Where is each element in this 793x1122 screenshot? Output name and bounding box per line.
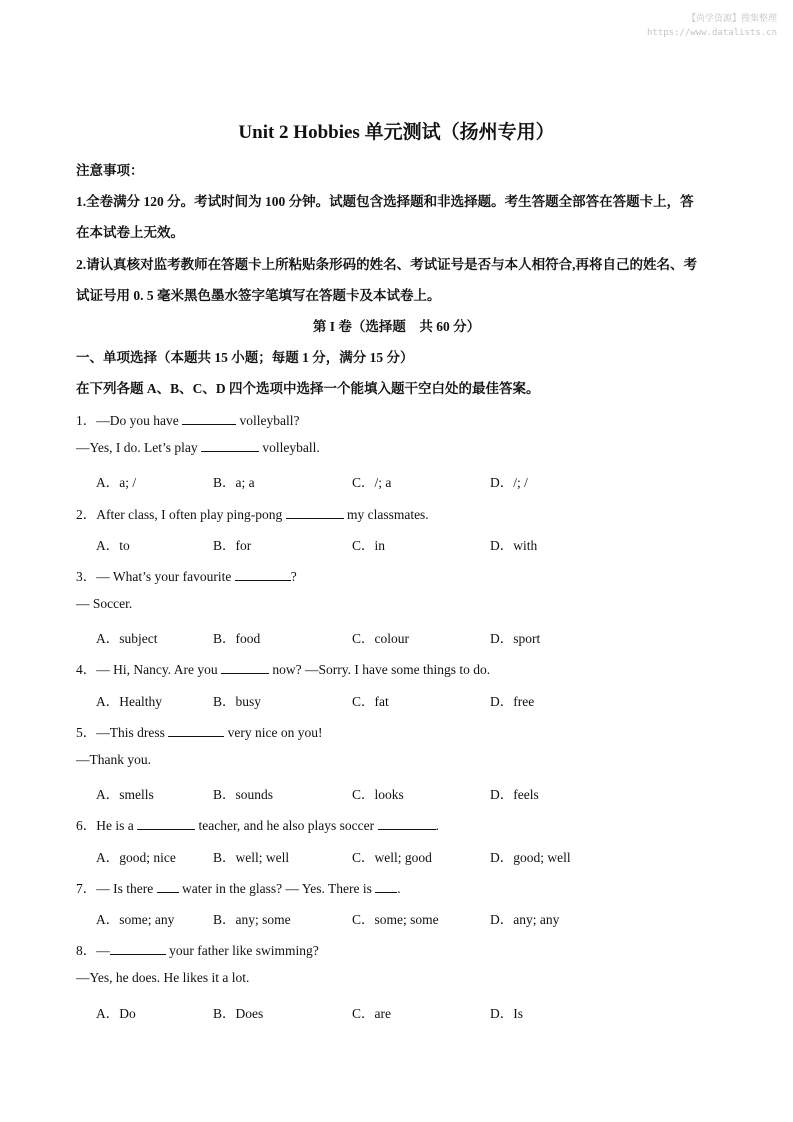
question-8-text-b: your father like swimming?: [165, 943, 319, 958]
notice-item-2a: 2.请认真核对监考教师在答题卡上所粘贴条形码的姓名、考试证号是否与本人相符合,再将自己的姓名、考: [76, 257, 697, 272]
question-8-option-b: B．Does: [213, 1006, 264, 1021]
question-5-option-c: C．looks: [352, 787, 404, 802]
question-6-option-a: A．good; nice: [96, 850, 176, 865]
answer-blank: [110, 943, 166, 955]
question-6-text-a: 6．He is a: [76, 818, 138, 833]
question-2-option-c: C．in: [352, 538, 386, 553]
question-1-text-c: —Yes, I do. Let’s play: [76, 440, 202, 455]
question-7-option-c: C．some; some: [352, 912, 439, 927]
question-1-text-d: volleyball.: [259, 440, 320, 455]
question-7-option-b: B．any; some: [213, 912, 291, 927]
question-5-stem: [76, 721, 322, 741]
question-1-option-c: C．/; a: [352, 475, 392, 490]
question-1-text-b: volleyball?: [236, 413, 300, 428]
question-4-text-a: 4．— Hi, Nancy. Are you: [76, 662, 221, 677]
answer-blank: [168, 725, 224, 737]
question-8-reply: —Yes, he does. He likes it a lot.: [76, 970, 250, 985]
watermark-line-1: 【尚学资源】搜集整理: [686, 14, 777, 24]
answer-blank: [182, 413, 236, 425]
question-2-text-a: 2．After class, I often play ping-pong: [76, 507, 286, 522]
question-1-option-d: D．/; /: [490, 475, 528, 490]
question-7-stem: [76, 877, 401, 897]
answer-blank: [157, 881, 179, 893]
answer-blank: [375, 881, 397, 893]
question-7-text-a: 7．— Is there: [76, 881, 157, 896]
question-7-option-d: D．any; any: [490, 912, 560, 927]
question-2-stem: [76, 503, 429, 523]
notice-heading: 注意事项：: [76, 163, 144, 178]
watermark: [647, 12, 777, 40]
question-5-text-b: very nice on you!: [224, 725, 323, 740]
question-2-option-a: A．to: [96, 538, 130, 553]
question-2-option-b: B．for: [213, 538, 252, 553]
question-1-text-a: 1．—Do you have: [76, 413, 183, 428]
question-5-option-b: B．sounds: [213, 787, 274, 802]
notice-item-1b: 在本试卷上无效。: [76, 225, 184, 240]
question-3-text-b: ?: [290, 569, 297, 584]
question-5-option-a: A．smells: [96, 787, 154, 802]
question-8-option-c: C．are: [352, 1006, 391, 1021]
question-4-option-c: C．fat: [352, 694, 389, 709]
answer-blank: [137, 818, 195, 830]
answer-blank: [286, 507, 344, 519]
question-5-reply: —Thank you.: [76, 752, 151, 767]
notice-item-2b: 试证号用 0. 5 毫米黑色墨水签字笔填写在答题卡及本试卷上。: [76, 288, 441, 303]
question-4-option-a: A．Healthy: [96, 694, 162, 709]
question-4-option-d: D．free: [490, 694, 535, 709]
question-3-option-b: B．food: [213, 631, 261, 646]
volume-heading: 第 I 卷（选择题 共 60 分）: [312, 319, 481, 334]
question-6-option-d: D．good; well: [490, 850, 571, 865]
question-1-option-b: B．a; a: [213, 475, 255, 490]
question-4-stem: [76, 658, 490, 678]
question-3-option-a: A．subject: [96, 631, 158, 646]
question-3-reply: — Soccer.: [76, 596, 133, 611]
answer-blank: [378, 818, 436, 830]
notice-item-1a: 1.全卷满分 120 分。考试时间为 100 分钟。试题包含选择题和非选择题。考生答题全部答在答题卡上，答: [76, 194, 694, 209]
question-7-option-a: A．some; any: [96, 912, 175, 927]
question-6-text-c: .: [435, 818, 439, 833]
question-5-text-a: 5．—This dress: [76, 725, 169, 740]
question-8-stem: [76, 939, 319, 959]
question-6-option-c: C．well; good: [352, 850, 432, 865]
answer-blank: [221, 662, 269, 674]
question-4-option-b: B．busy: [213, 694, 262, 709]
question-3-option-d: D．sport: [490, 631, 541, 646]
question-1-reply: [76, 440, 320, 456]
question-2-option-d: D．with: [490, 538, 538, 553]
question-3-option-c: C．colour: [352, 631, 409, 646]
question-4-text-b: now? —Sorry. I have some things to do.: [268, 662, 491, 677]
question-7-text-b: water in the glass? — Yes. There is: [178, 881, 376, 896]
question-1-option-a: A．a; /: [96, 475, 137, 490]
question-6-stem: [76, 814, 439, 834]
question-6-text-b: teacher, and he also plays soccer: [195, 818, 378, 833]
question-8-option-a: A．Do: [96, 1006, 136, 1021]
watermark-line-2: https://www.datalists.cn: [646, 28, 777, 38]
question-3-stem: [76, 565, 297, 585]
question-3-text-a: 3．— What’s your favourite: [76, 569, 235, 584]
part1-heading: 一、单项选择（本题共 15 小题；每题 1 分，满分 15 分）: [76, 350, 414, 365]
page-title: Unit 2 Hobbies 单元测试（扬州专用）: [238, 122, 555, 143]
question-5-option-d: D．feels: [490, 787, 539, 802]
question-1-stem: [76, 409, 299, 429]
answer-blank: [201, 440, 259, 452]
question-8-option-d: D．Is: [490, 1006, 523, 1021]
question-6-option-b: B．well; well: [213, 850, 290, 865]
question-2-text-b: my classmates.: [343, 507, 429, 522]
instruction: 在下列各题 A、B、C、D 四个选项中选择一个能填入题干空白处的最佳答案。: [76, 381, 540, 396]
answer-blank: [235, 569, 291, 581]
question-7-text-c: .: [397, 881, 401, 896]
question-8-text-a: 8．—: [76, 943, 110, 958]
